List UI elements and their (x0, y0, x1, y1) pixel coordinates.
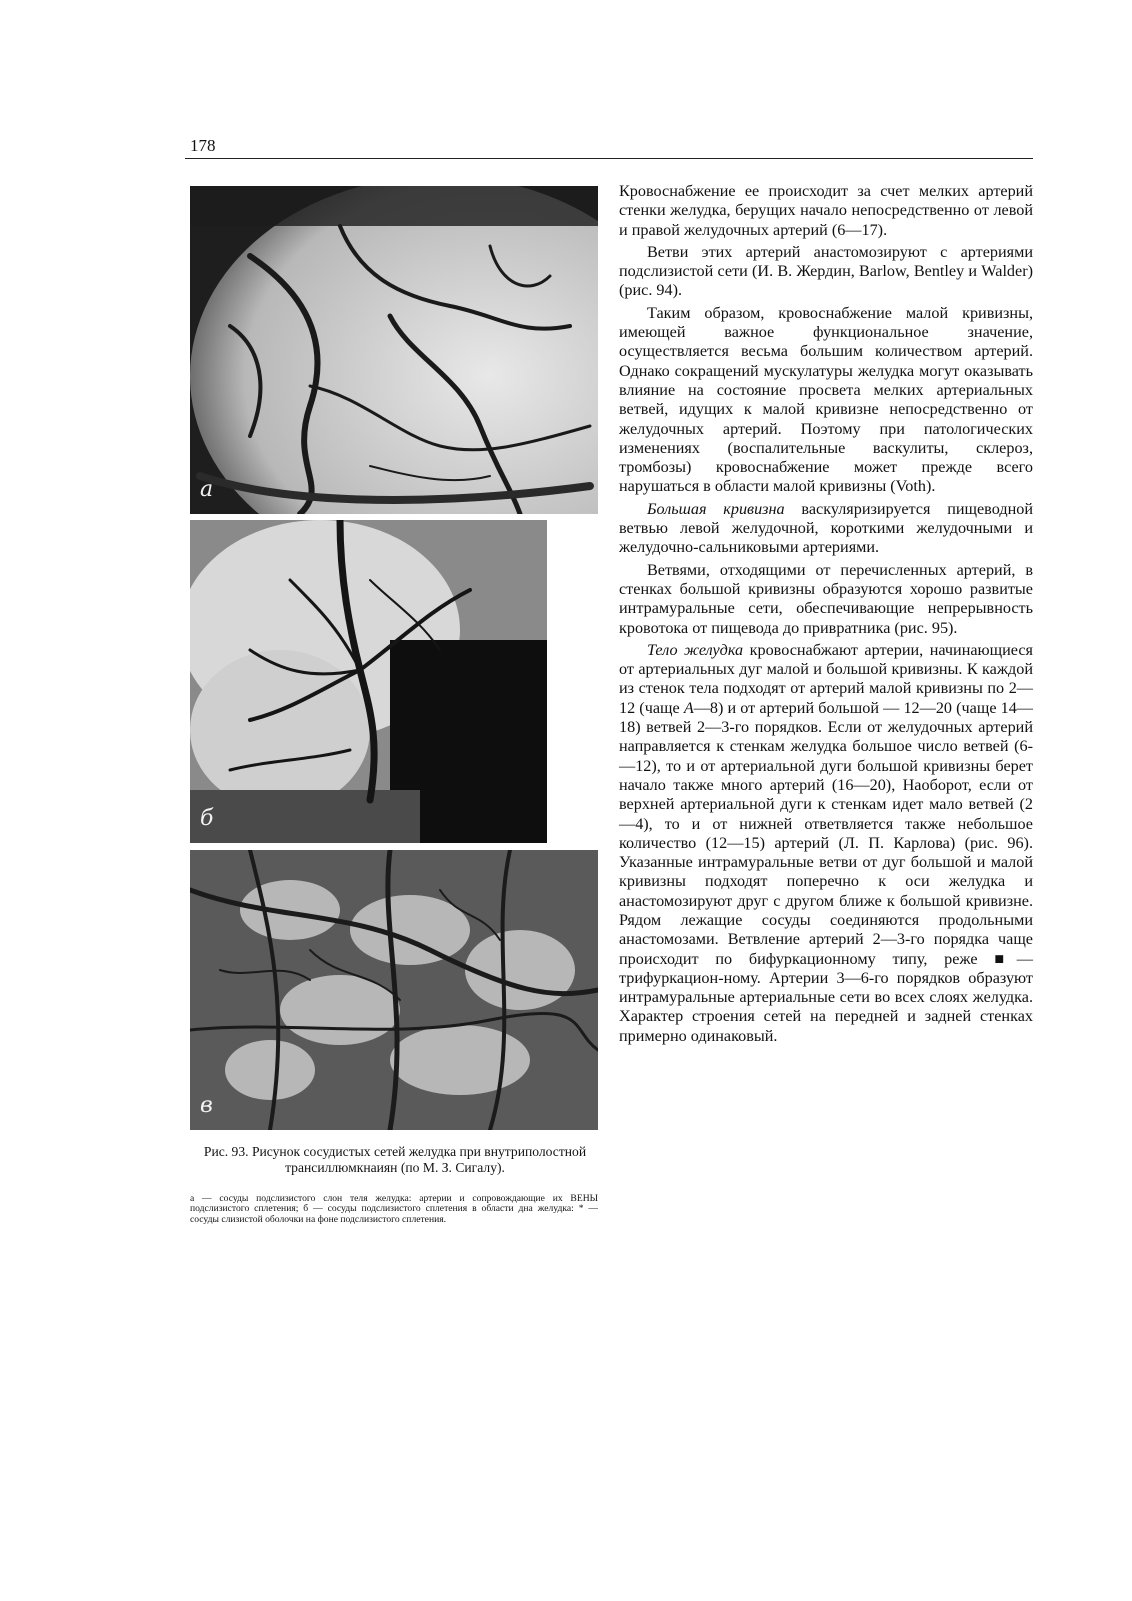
paragraph-1: Кровоснабжение ее происходит за счет мелких артерий стенки желудка, берущих начало непосредственно от левой и правой желудочных артерий (6—17). (619, 182, 1033, 239)
header-rule (185, 158, 1033, 159)
panel-label-b: б (200, 806, 214, 831)
paragraph-2: Ветви этих артерий анастомозируют с артериями подслизистой сети (И. В. Жердин, Barlow, Bentley и Walder) (рис. 94). (619, 242, 1033, 300)
figure-caption: Рис. 93. Рисунок сосудистых сетей желудка при внутриполостной трансиллюмкнаиян (по М. З. Сигалу). (203, 1144, 587, 1175)
panel-label-a: а (200, 477, 214, 502)
paragraph-3: Таким образом, кровоснабжение малой кривизны, имеющей важное функциональное значение, осуществляется весьма большим количеством артерий. Однако сокращений мускулатуры желудка могут оказывать влияние на состояние просвета мелких артериальных ветвей, идущих к малой кривизне непосредственно от желудочных артерий. Поэтому при патологических изменениях (воспалительные васкулиты, склероз, тромбозы) кровоснабжение может прежде всего нарушаться в области малой кривизны (Voth). (619, 303, 1033, 496)
figure-photo-a (190, 186, 598, 514)
paragraph-5: Ветвями, отходящими от перечисленных артерий, в стенках большой кривизны образуются хорошо развитые интрамуральные сети, обеспечивающие непрерывность кровотока от пищевода до привратника (рис. 95). (619, 560, 1033, 637)
paragraph-6 (619, 641, 1033, 1046)
vessels-image-a (190, 186, 598, 514)
body-text-column (619, 182, 1033, 1049)
term-greater-curvature: Большая кривизна (647, 499, 785, 518)
paragraph-4-text: васкуляризируется пищеводной ветвью левой желудочной, короткими желудочными и желудочно-сальниковыми артериями. (619, 499, 1033, 557)
page-number: 178 (190, 136, 216, 155)
figure-caption-notes: а — сосуды подслизистого слон теля желудка: артерии и сопровождающие их ВЕНЫ подслизистого сплетения; б — сосуды подслизистого сплетения в области дна желудка: * — сосуды слизистой оболочки на фоне подслизистого сплетения. (190, 1193, 598, 1225)
vessels-image-v (190, 850, 598, 1130)
term-a: А (683, 698, 694, 717)
panel-label-v: в (200, 1093, 213, 1118)
vessels-image-b (190, 520, 547, 843)
term-stomach-body: Тело желудка (647, 640, 744, 659)
figure-photo-b (190, 520, 547, 843)
paragraph-6-text-b: —8) и от артерий большой — 12—20 (чаще 14—18) ветвей 2—3-го порядков. Если от желудочных артерий направляется к стенкам желудка большое число ветвей (6-—12), то и от артериальной дуги большой кривизны берет начало также много артерий (16—20), Наоборот, если от верхней артериальной дуги к стенкам идет мало ветвей (2—4), то и от нижней ответвляется также небольшое количество (12—15) артерий (Л. П. Карлова) (рис. 96). Указанные интрамуральные ветви от дуг большой и малой кривизны подходят поперечно к оси желудка и анастомозируют друг с другом ближе к большой кривизне. Рядом лежащие сосуды соединяются продольными анастомозами. Ветвление артерий 2—3-го порядка чаще происходит по бифуркационному типу, реже ■—трифуркацион-ному. Артерии 3—6-го порядков образуют интрамуральные артериальные сети во всех слоях желудка. Характер строения сетей на передней и задней стенках примерно одинаковый. (619, 698, 1033, 1045)
paragraph-6-text-a: кровоснабжают артерии, начинающиеся от артериальных дуг малой и большой кривизны. К каждой из стенок тела подходят от артерий малой кривизны по 2—12 (чаще (619, 640, 1033, 717)
paragraph-4 (619, 500, 1033, 558)
figure-photo-v (190, 850, 598, 1130)
